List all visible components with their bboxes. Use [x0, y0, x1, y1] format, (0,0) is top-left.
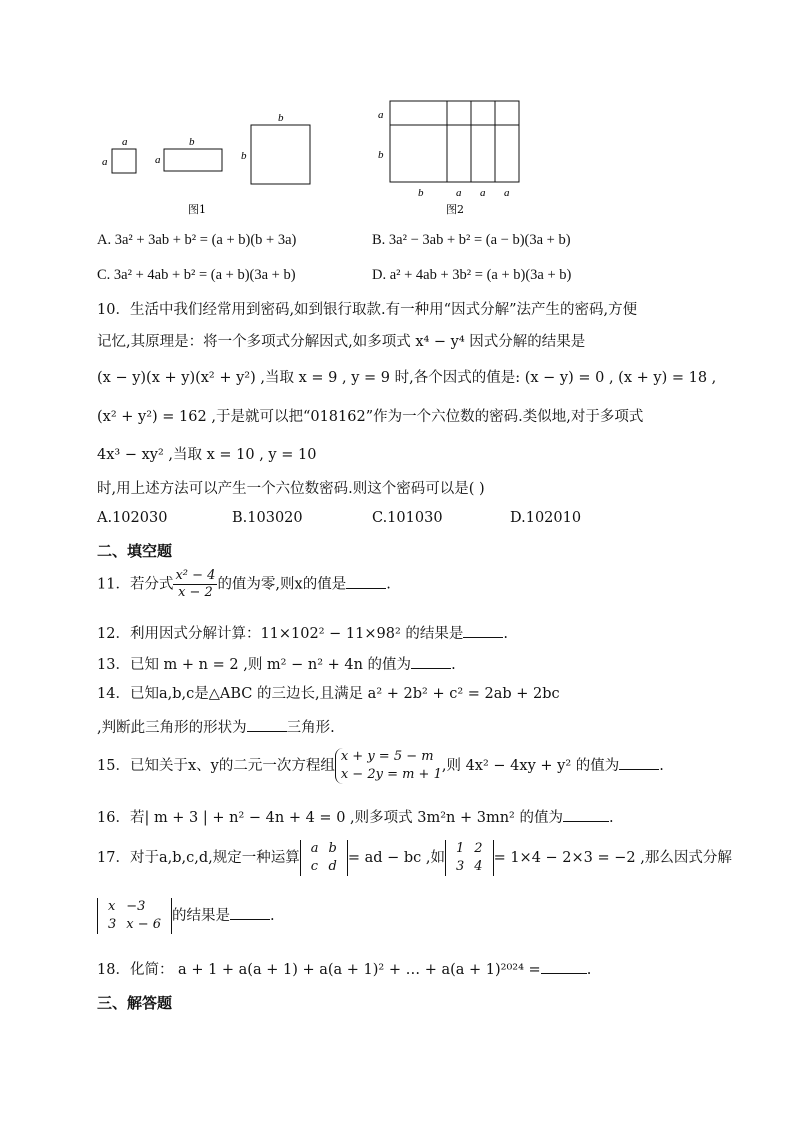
fig2-label-b-bottom: b	[418, 187, 424, 199]
q17-determinant-def: a b c d	[300, 840, 348, 876]
fig2-label-a-bottom-1: a	[456, 187, 462, 199]
fig1-label-b-top: b	[189, 136, 195, 148]
q11-fraction: $\frac{\text{x² − 4}}{x - 2}$	[175, 568, 216, 600]
section-2-title: 二、填空题	[97, 542, 173, 560]
q10-option-c[interactable]: C.101030	[372, 510, 443, 526]
q18-answer-blank[interactable]	[541, 960, 587, 974]
fig1-label-a-left: a	[102, 156, 108, 168]
figure-2	[372, 96, 532, 221]
q16: 16．若| m + 3 | + n² − 4n + 4 = 0 ,则多项式 3m²n + 3mn² 的值为 .	[97, 810, 614, 826]
q10-line-1: 10．生活中我们经常用到密码,如到银行取款.有一种用“因式分解”法产生的密码,方便	[97, 302, 638, 318]
fig1-small-square	[112, 149, 136, 173]
q10-option-b[interactable]: B.103020	[232, 510, 303, 526]
q9-option-b[interactable]: B. 3a² − 3ab + b² = (a − b)(3a + b)	[372, 232, 571, 248]
fig1-label-a-top: a	[122, 136, 128, 148]
q14-line-1: 14．已知a,b,c是△ABC 的三边长,且满足 a² + 2b² + c² = 2ab + 2bc	[97, 686, 560, 702]
q12-answer-blank[interactable]	[463, 624, 503, 638]
q9-option-c[interactable]: C. 3a² + 4ab + b² = (a + b)(3a + b)	[97, 267, 296, 283]
q17-determinant-example: 1 2 3 4	[445, 840, 494, 876]
q17: 17．对于a,b,c,d,规定一种运算 a b c d = ad − bc ,如 1 2 3 4 = 1×4 − 2×3 = −2 ,那么因式分解	[97, 841, 732, 874]
q17-answer-blank[interactable]	[230, 906, 270, 920]
fig1-rectangle	[164, 149, 222, 171]
fig2-outer-rect	[390, 101, 519, 182]
q10-line-3: (x − y)(x + y)(x² + y²) ,当取 x = 9 , y = 9 时,各个因式的值是: (x − y) = 0 , (x + y) = 18 ,	[97, 370, 717, 386]
q10-option-a[interactable]: A.102030	[97, 510, 168, 526]
q16-answer-blank[interactable]	[563, 808, 609, 822]
q10-line-6: 时,用上述方法可以产生一个六位数密码.则这个密码可以是( )	[97, 481, 485, 497]
q17-determinant-problem: x −3 3 x − 6	[97, 898, 172, 934]
q12: 12．利用因式分解计算：11×102² − 11×98² 的结果是 .	[97, 626, 508, 642]
q14-answer-blank[interactable]	[247, 718, 287, 732]
q10-line-4: (x² + y²) = 162 ,于是就可以把“018162”作为一个六位数的密码.类似地,对于多项式	[97, 409, 644, 425]
q15: 15．已知关于x、y的二元一次方程组 x + y = 5 − m x − 2y = m + 1 ,则 4x² − 4xy + y² 的值为 .	[97, 749, 664, 782]
fig2-label-b-left: b	[378, 149, 384, 161]
q14-line-2: ,判断此三角形的形状为 三角形.	[97, 720, 335, 736]
fig1-label-b-large-top: b	[278, 112, 284, 124]
figure-1	[100, 105, 320, 220]
section-3-title: 三、解答题	[97, 994, 173, 1012]
q10-line-2: 记忆,其原理是：将一个多项式分解因式,如多项式 x⁴ − y⁴ 因式分解的结果是	[97, 334, 586, 350]
q9-option-a[interactable]: A. 3a² + 3ab + b² = (a + b)(b + 3a)	[97, 232, 297, 248]
fig2-label-a-bottom-3: a	[504, 187, 510, 199]
fig1-label-b-large-left: b	[241, 150, 247, 162]
fig1-caption: 图1	[188, 203, 206, 216]
q9-option-d[interactable]: D. a² + 4ab + 3b² = (a + b)(3a + b)	[372, 267, 572, 283]
fig1-large-square	[251, 125, 310, 184]
q10-line-5: 4x³ − xy² ,当取 x = 10 , y = 10	[97, 447, 317, 463]
q18: 18．化简： a + 1 + a(a + 1) + a(a + 1)² + … + a(a + 1)²⁰²⁴ = .	[97, 962, 592, 978]
fig1-label-a-rect: a	[155, 154, 161, 166]
q17-line-2: x −3 3 x − 6 的结果是 .	[97, 898, 275, 934]
q13-answer-blank[interactable]	[411, 655, 451, 669]
fig2-caption: 图2	[446, 203, 464, 216]
q15-answer-blank[interactable]	[619, 756, 659, 770]
q11-answer-blank[interactable]	[346, 575, 386, 589]
q10-option-d[interactable]: D.102010	[510, 510, 582, 526]
q15-equation-system: x + y = 5 − m x − 2y = m + 1	[335, 748, 442, 784]
q13: 13．已知 m + n = 2 ,则 m² − n² + 4n 的值为 .	[97, 657, 456, 673]
fig2-label-a-left: a	[378, 109, 384, 121]
fig2-label-a-bottom-2: a	[480, 187, 486, 199]
q11: 11．若分式 $\frac{\text{x² − 4}}{x - 2}$ 的值为零,则x的值是 .	[97, 568, 391, 600]
